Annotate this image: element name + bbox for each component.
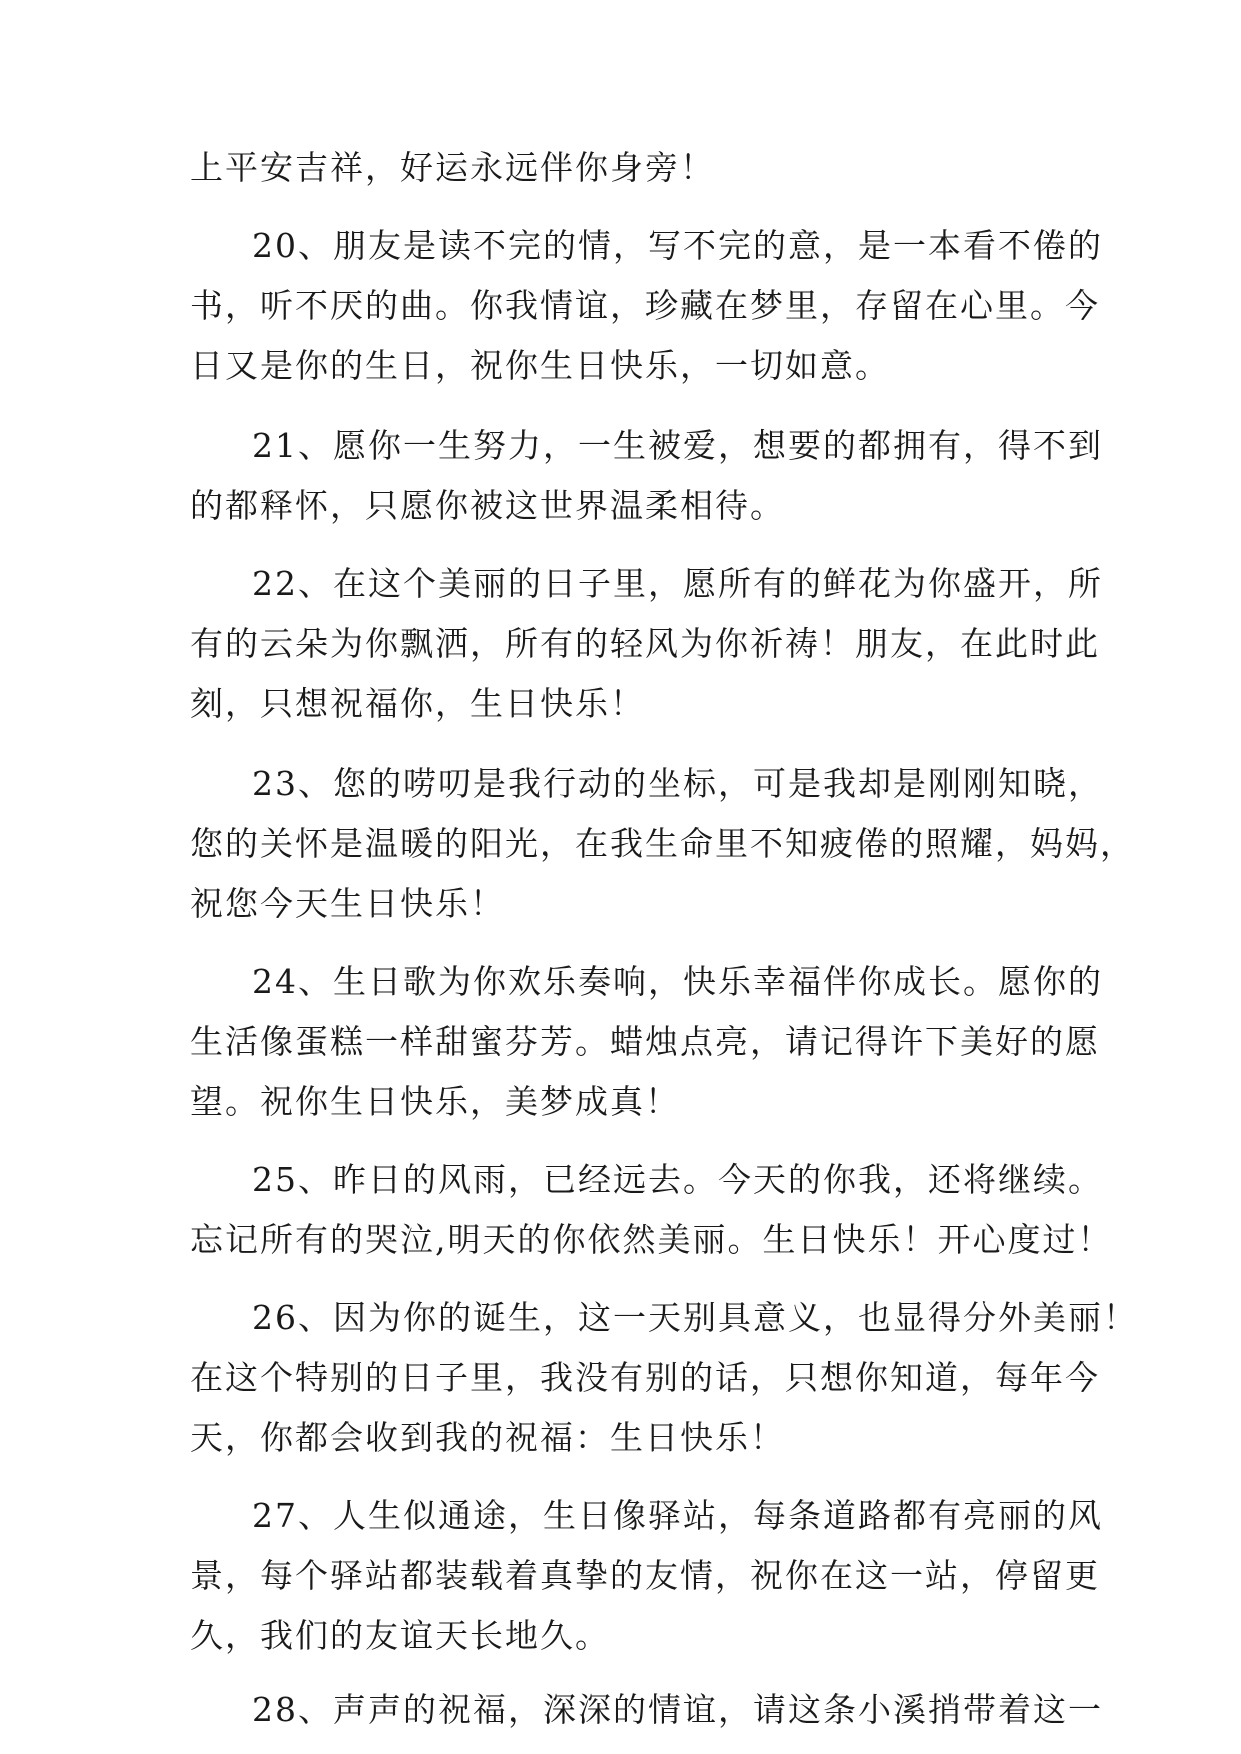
text-line: 生活像蛋糕一样甜蜜芬芳。蜡烛点亮，请记得许下美好的愿 [190,1022,1100,1061]
text-line: 26、因为你的诞生，这一天别具意义，也显得分外美丽！ [252,1298,1138,1337]
text-line: 书，听不厌的曲。你我情谊，珍藏在梦里，存留在心里。今 [190,286,1100,325]
text-line: 景，每个驿站都装载着真挚的友情，祝你在这一站，停留更 [190,1556,1100,1595]
text-line: 28、声声的祝福，深深的情谊，请这条小溪捎带着这一 [252,1690,1103,1729]
text-line: 您的关怀是温暖的阳光，在我生命里不知疲倦的照耀，妈妈， [190,824,1135,863]
text-line: 刻，只想祝福你，生日快乐！ [190,684,645,723]
text-line: 忘记所有的哭泣,明天的你依然美丽。生日快乐！开心度过！ [190,1220,1113,1259]
text-line: 20、朋友是读不完的情，写不完的意，是一本看不倦的 [252,226,1103,265]
text-line: 的都释怀，只愿你被这世界温柔相待。 [190,486,785,525]
text-line: 祝您今天生日快乐！ [190,884,505,923]
text-line: 望。祝你生日快乐，美梦成真！ [190,1082,680,1121]
text-line: 25、昨日的风雨，已经远去。今天的你我，还将继续。 [252,1160,1103,1199]
text-line: 久，我们的友谊天长地久。 [190,1616,610,1655]
text-line: 天，你都会收到我的祝福：生日快乐！ [190,1418,785,1457]
text-line: 日又是你的生日，祝你生日快乐，一切如意。 [190,346,890,385]
text-line: 27、人生似通途，生日像驿站，每条道路都有亮丽的风 [252,1496,1103,1535]
text-line: 有的云朵为你飘洒，所有的轻风为你祈祷！朋友，在此时此 [190,624,1100,663]
text-line: 24、生日歌为你欢乐奏响，快乐幸福伴你成长。愿你的 [252,962,1103,1001]
text-line: 在这个特别的日子里，我没有别的话，只想你知道，每年今 [190,1358,1100,1397]
text-line: 22、在这个美丽的日子里，愿所有的鲜花为你盛开，所 [252,564,1103,603]
text-line: 23、您的唠叨是我行动的坐标，可是我却是刚刚知晓， [252,764,1103,803]
text-line: 上平安吉祥，好运永远伴你身旁！ [190,148,715,187]
text-line: 21、愿你一生努力，一生被爱，想要的都拥有，得不到 [252,426,1103,465]
